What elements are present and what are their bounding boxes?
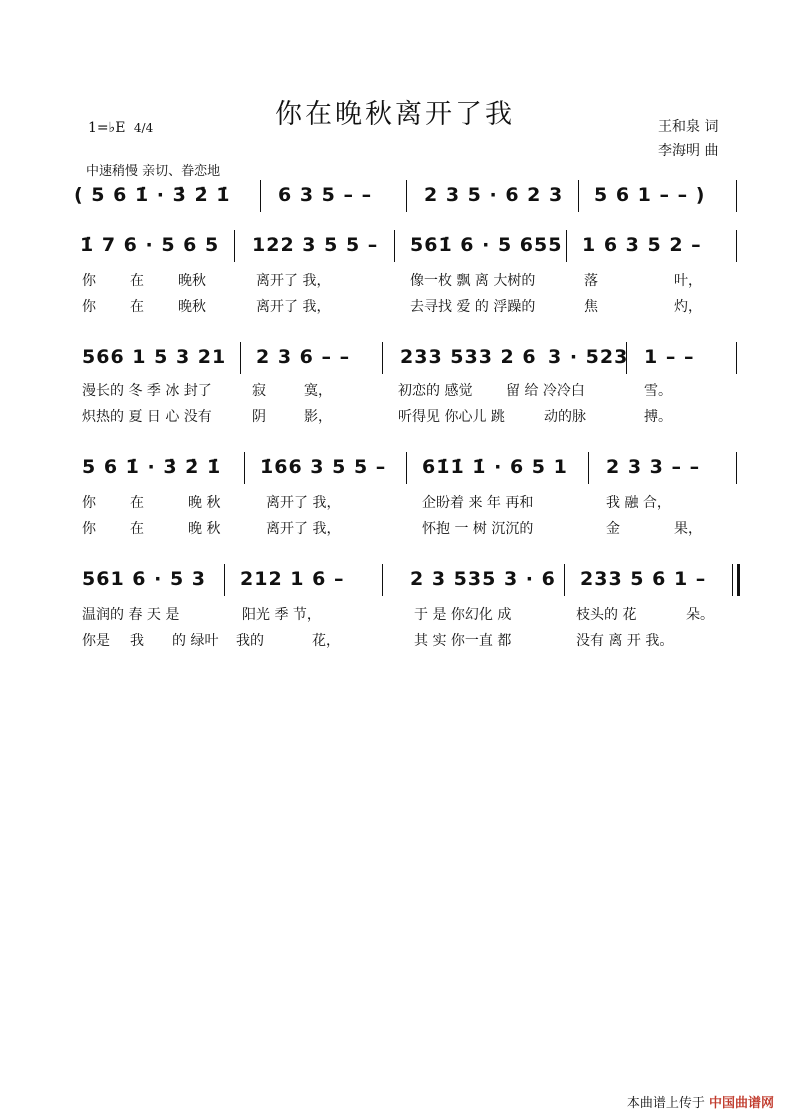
notation-row xyxy=(74,178,742,218)
lyric: 搏。 xyxy=(644,409,672,425)
lyric: 你 xyxy=(82,299,96,315)
lyric: 你 xyxy=(82,521,96,537)
lyric: 在 xyxy=(130,521,144,537)
measure: 2 3 5 · 6 2 3 xyxy=(424,184,564,206)
measure: 566 1 5 3 21 xyxy=(82,346,227,368)
lyric: 去寻找 爱 的 浮躁的 xyxy=(410,299,536,315)
measure: 561̇ 6 · 5 655 xyxy=(410,234,563,256)
measure: 3 · 523 xyxy=(548,346,629,368)
lyric: 在 xyxy=(130,299,144,315)
barline xyxy=(244,452,245,484)
barline xyxy=(382,342,383,374)
lyric: 晚秋 xyxy=(178,273,206,289)
barline xyxy=(406,180,407,212)
lyric: 雪。 xyxy=(644,383,672,399)
lyric: 阴 xyxy=(252,409,266,425)
key-signature xyxy=(88,120,153,136)
lyric: 晚秋 xyxy=(178,299,206,315)
lyric: 灼， xyxy=(674,299,702,315)
measure: 1̇ 7 6 · 5 6 5 xyxy=(80,234,220,256)
measure: 122 3 5 5 – xyxy=(252,234,379,256)
lyric: 的 绿叶 xyxy=(172,633,219,649)
composer-credit: 李海明 曲 xyxy=(658,143,719,159)
lyric: 叶， xyxy=(674,273,702,289)
barline xyxy=(578,180,579,212)
footer-prefix: 本曲谱上传于 xyxy=(626,1096,705,1111)
lyric: 枝头的 花 xyxy=(576,607,637,623)
measure: 2 3 535 3 · 6 xyxy=(410,568,556,590)
lyric: 你是 xyxy=(82,633,110,649)
lyric: 在 xyxy=(130,273,144,289)
lyric: 离开了 我， xyxy=(256,273,331,289)
lyric: 漫长的 冬 季 冰 封了 xyxy=(82,383,212,399)
lyric: 落 xyxy=(584,273,598,289)
measure: ( 5 6 1̇ · 3̇ 2̇ 1̇ xyxy=(74,184,231,206)
lyric: 离开了 我， xyxy=(266,521,341,537)
barline xyxy=(406,452,407,484)
lyric: 我 xyxy=(130,633,144,649)
lyric: 没有 离 开 我。 xyxy=(576,633,674,649)
barline xyxy=(564,564,565,596)
lyric: 其 实 你一直 都 xyxy=(414,633,512,649)
lyric: 我 融 合， xyxy=(606,495,671,511)
measure: 1 – – xyxy=(644,346,695,368)
lyric: 晚 秋 xyxy=(188,495,221,511)
barline xyxy=(382,564,383,596)
lyric: 于 是 你幻化 成 xyxy=(414,607,512,623)
measure: 233 5 6 1 – xyxy=(580,568,707,590)
lyric: 我的 xyxy=(236,633,264,649)
notation-row xyxy=(74,228,742,268)
lyric: 你 xyxy=(82,273,96,289)
measure: 212 1 6 – xyxy=(240,568,345,590)
lyric: 果， xyxy=(674,521,702,537)
measure: 2 3 6 – – xyxy=(256,346,351,368)
barline xyxy=(566,230,567,262)
lyric: 朵。 xyxy=(686,607,714,623)
lyric: 动的脉 xyxy=(544,409,586,425)
barline xyxy=(736,452,737,484)
measure: 1 6 3 5 2 – xyxy=(582,234,702,256)
barline xyxy=(394,230,395,262)
lyric: 听得见 你心儿 跳 xyxy=(398,409,505,425)
barline xyxy=(588,452,589,484)
measure: 5 6 1 – – ) xyxy=(594,184,706,206)
lyric: 初恋的 感觉 xyxy=(398,383,473,399)
final-barline xyxy=(732,564,740,596)
lyric: 温润的 春 天 是 xyxy=(82,607,180,623)
lyricist-credit: 王和泉 词 xyxy=(658,119,719,135)
page-title: 你在晚秋离开了我 xyxy=(275,99,515,130)
lyric: 怀抱 一 树 沉沉的 xyxy=(422,521,534,537)
lyric: 你 xyxy=(82,495,96,511)
lyric: 企盼着 来 年 再和 xyxy=(422,495,534,511)
notation-row xyxy=(74,340,742,380)
measure: 5 6 1̇ · 3̇ 2̇ 1̇ xyxy=(82,456,222,478)
lyric: 花， xyxy=(312,633,340,649)
lyric: 留 给 冷冷白 xyxy=(506,383,585,399)
measure: 61̇1̇ 1̇ · 6 5 1 xyxy=(422,456,568,478)
notation-row xyxy=(74,450,742,490)
site-logo-text: 中国曲谱网 xyxy=(708,1096,774,1111)
time-signature: 4/4 xyxy=(133,121,154,135)
barline xyxy=(260,180,261,212)
measure: 233 533 2 6 xyxy=(400,346,537,368)
barline xyxy=(736,180,737,212)
footer-watermark xyxy=(627,1092,774,1111)
barline xyxy=(240,342,241,374)
measure: 2 3 3 – – xyxy=(606,456,701,478)
measure: 6 3 5 – – xyxy=(278,184,373,206)
measure: 561 6 · 5 3 xyxy=(82,568,206,590)
lyric: 焦 xyxy=(584,299,598,315)
lyric: 影， xyxy=(304,409,332,425)
barline xyxy=(234,230,235,262)
notation-row xyxy=(74,562,742,602)
barline xyxy=(224,564,225,596)
lyric: 晚 秋 xyxy=(188,521,221,537)
lyric: 离开了 我， xyxy=(256,299,331,315)
lyric: 离开了 我， xyxy=(266,495,341,511)
lyric: 在 xyxy=(130,495,144,511)
lyric: 像一枚 飘 离 大树的 xyxy=(410,273,536,289)
measure: 1̇66 3 5 5 – xyxy=(260,456,387,478)
barline xyxy=(626,342,627,374)
lyric: 炽热的 夏 日 心 没有 xyxy=(82,409,212,425)
barline xyxy=(736,230,737,262)
key-label: 1=♭E xyxy=(88,120,126,136)
lyric: 金 xyxy=(606,521,620,537)
lyric: 寞， xyxy=(304,383,332,399)
lyric: 阳光 季 节， xyxy=(242,607,321,623)
lyric: 寂 xyxy=(252,383,266,399)
tempo-marking: 中速稍慢 亲切、眷恋地 xyxy=(86,164,221,179)
barline xyxy=(736,342,737,374)
